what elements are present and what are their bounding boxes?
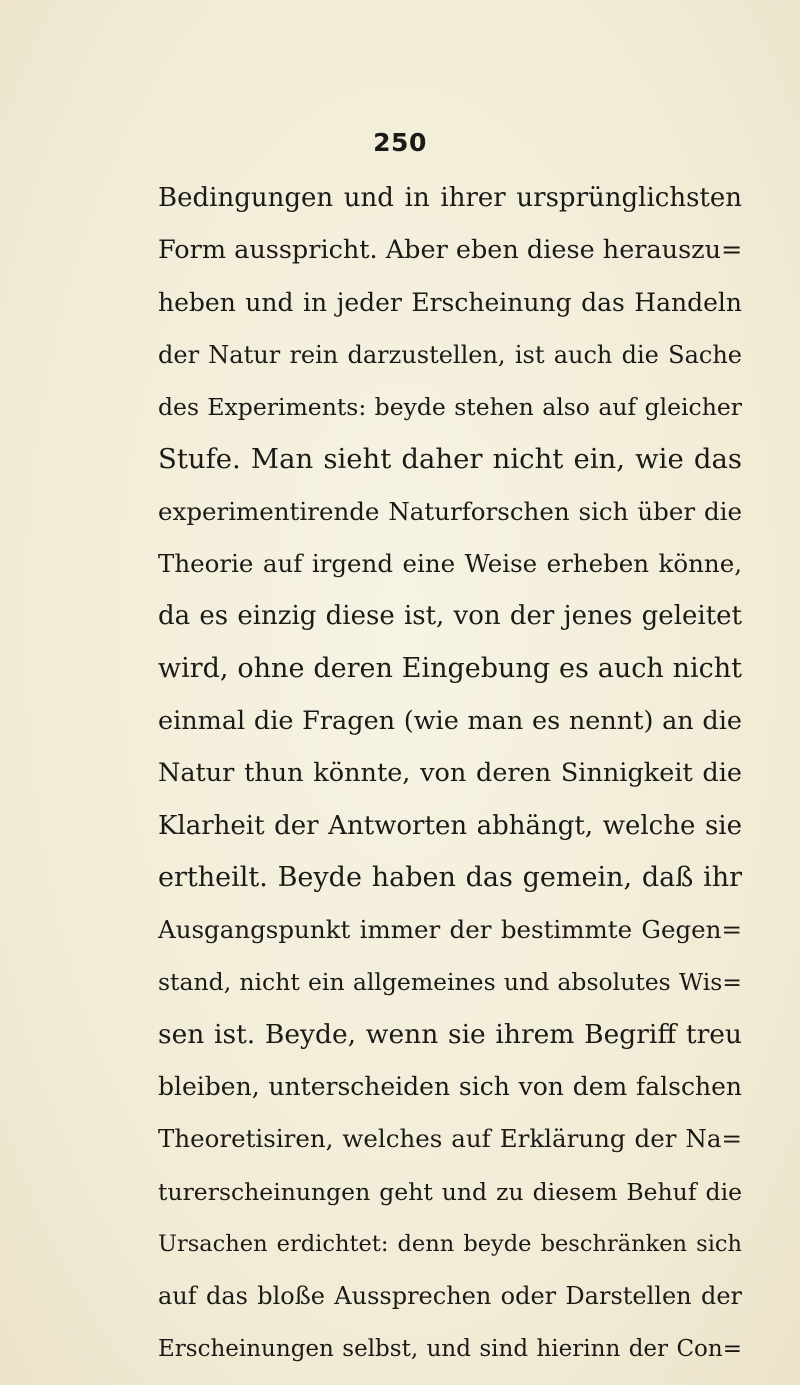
text-line: des Experiments: beyde stehen also auf gleicher (158, 393, 742, 422)
text-line: Bedingungen und in ihrer ursprünglichsten (158, 183, 742, 213)
text-line: Theoretisiren, welches auf Erklärung der Na= (158, 1124, 742, 1154)
text-line: Form ausspricht. Aber eben diese herauszu= (158, 235, 742, 266)
text-line: experimentirende Naturforschen sich über die (158, 496, 742, 526)
text-line: ertheilt. Beyde haben das gemein, daß ihr (158, 861, 742, 893)
text-line: einmal die Fragen (wie man es nennt) an die (158, 705, 742, 736)
text-line: heben und in jeder Erscheinung das Handeln (158, 287, 742, 317)
text-line: Natur thun könnte, von deren Sinnigkeit die (158, 758, 742, 789)
text-line: Ursachen erdichtet: denn beyde beschränken sich (158, 1230, 742, 1257)
text-line: auf das bloße Aussprechen oder Darstellen der (158, 1282, 742, 1311)
text-line: wird, ohne deren Eingebung es auch nicht (158, 652, 742, 684)
text-line: Theorie auf irgend eine Weise erheben könne, (158, 549, 742, 579)
text-line: Stufe. Man sieht daher nicht ein, wie das (158, 443, 742, 476)
text-line: turerscheinungen geht und zu diesem Behuf die (158, 1177, 742, 1206)
text-line: sen ist. Beyde, wenn sie ihrem Begriff treu (158, 1018, 742, 1050)
text-line: Ausgangspunkt immer der bestimmte Gegen= (158, 915, 742, 945)
body-text (158, 172, 742, 1375)
text-line: der Natur rein darzustellen, ist auch die Sache (158, 340, 742, 369)
page-number: 250 (373, 128, 427, 157)
text-line: Klarheit der Antworten abhängt, welche sie (158, 810, 742, 841)
text-line: Erscheinungen selbst, und sind hierinn der Con= (158, 1335, 742, 1362)
text-line: da es einzig diese ist, von der jenes geleitet (158, 601, 742, 632)
text-line: stand, nicht ein allgemeines und absolutes Wis= (158, 968, 742, 997)
text-line: bleiben, unterscheiden sich von dem falschen (158, 1072, 742, 1102)
